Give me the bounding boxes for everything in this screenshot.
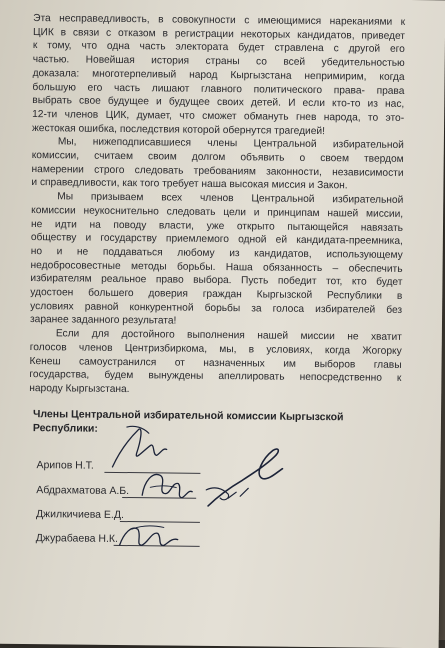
paragraph-2 <box>31 135 404 194</box>
text-line: избирателям реальное право выбора. Пусть победит тот, кто будет <box>30 273 403 289</box>
paragraph-1 <box>32 12 405 139</box>
text-line: условиях равной конкурентной борьбы за голоса избирателей без <box>30 300 403 316</box>
text-line: ЦИК в связи с отказом в регистрации некоторых кандидатов, приведет <box>32 26 406 42</box>
text-line: частью. Новейшая история страны со всей убедительностью <box>32 54 405 70</box>
member-name: Абдрахматова А.Б. <box>36 484 130 498</box>
text-line: Если для достойного выполнения нашей миссии не хватит <box>55 328 402 344</box>
text-line: к тому, что одна часть электората будет стравлена с другой его <box>32 40 405 56</box>
text-line: государства, будем вынуждены апеллировать непосредственно к <box>29 369 402 385</box>
signature-mark <box>208 448 283 506</box>
paragraph-4 <box>29 327 402 399</box>
signature-mark <box>228 488 248 498</box>
signature-line <box>104 472 200 474</box>
signature-mark <box>206 488 229 500</box>
text-line: Кенеш самоустранился от назначенных им выборов главы <box>29 355 402 371</box>
text-line: обществу и государству приемлемого одной ей кандидата-преемника, <box>30 232 403 248</box>
text-line: но и не поддаваться любому из кандидатов, использующему <box>30 245 403 261</box>
member-name: Джурабаева Н.К. <box>35 532 119 545</box>
text-line: и справедливости, как того требует наша высокая миссия и Закон. <box>31 177 348 192</box>
text-line: удостоен большего доверия граждан Кыргызской Республики в <box>30 287 403 302</box>
signatories-heading <box>33 407 413 439</box>
text-line: голосов членов Центризбиркома, мы, в условиях, когда Жогорку <box>29 341 402 357</box>
signature-mark <box>142 474 192 497</box>
text-line: комиссии неукоснительно следовать цели и принципам нашей миссии, <box>31 204 404 220</box>
text-line: комиссии, считаем своим долгом объявить о своем твердом <box>31 150 404 165</box>
text-line: большую его часть лишают главного политического права- права <box>32 81 405 97</box>
text-line: недобросовестные методы борьбы. Наша обязанность – обеспечить <box>30 259 403 275</box>
member-name: Джилкичиева Е.Д. <box>35 508 124 522</box>
text-line: 12-ти членов ЦИК, думает, что сможет обмануть гнев народа, то это- <box>32 108 405 124</box>
signature-mark <box>132 526 164 530</box>
text-line: доказала: многотерпеливый народ Кыргызстана непримирим, когда <box>32 67 405 83</box>
text-line: народу Кыргызстана. <box>29 383 130 396</box>
heading-line: Члены Центральной избирательной комиссии Кыргызской <box>32 408 344 424</box>
text-line: выбрать свое будущее и будущее своих детей. И если кто-то из нас, <box>32 95 405 111</box>
text-line: намерении строго следовать требованиям законности, независимости <box>31 163 404 179</box>
signature-line <box>122 497 196 499</box>
text-line: Эта несправедливость, в совокупности с имеющимися нареканиями к <box>33 13 406 28</box>
text-line: жестокая ошибка, последствия которой обернутся трагедией! <box>31 122 326 137</box>
text-line: Мы, нижеподписавшиеся члены Центральной избирательной <box>57 136 404 152</box>
heading-line: Республики: <box>32 422 98 435</box>
letter-body <box>29 12 405 400</box>
text-line: заранее заданного результата! <box>29 314 177 328</box>
paragraph-3 <box>30 190 403 331</box>
signature-line <box>114 545 200 547</box>
text-line: не идти на поводу власти, уже открыто пытающейся навязать <box>30 218 404 234</box>
signature-mark <box>150 486 176 488</box>
text-line: Мы призываем всех членов Центральной избирательной <box>57 191 404 207</box>
member-name: Арипов Н.Т. <box>36 459 94 472</box>
signature-mark <box>120 528 178 546</box>
signature-line <box>120 521 200 523</box>
